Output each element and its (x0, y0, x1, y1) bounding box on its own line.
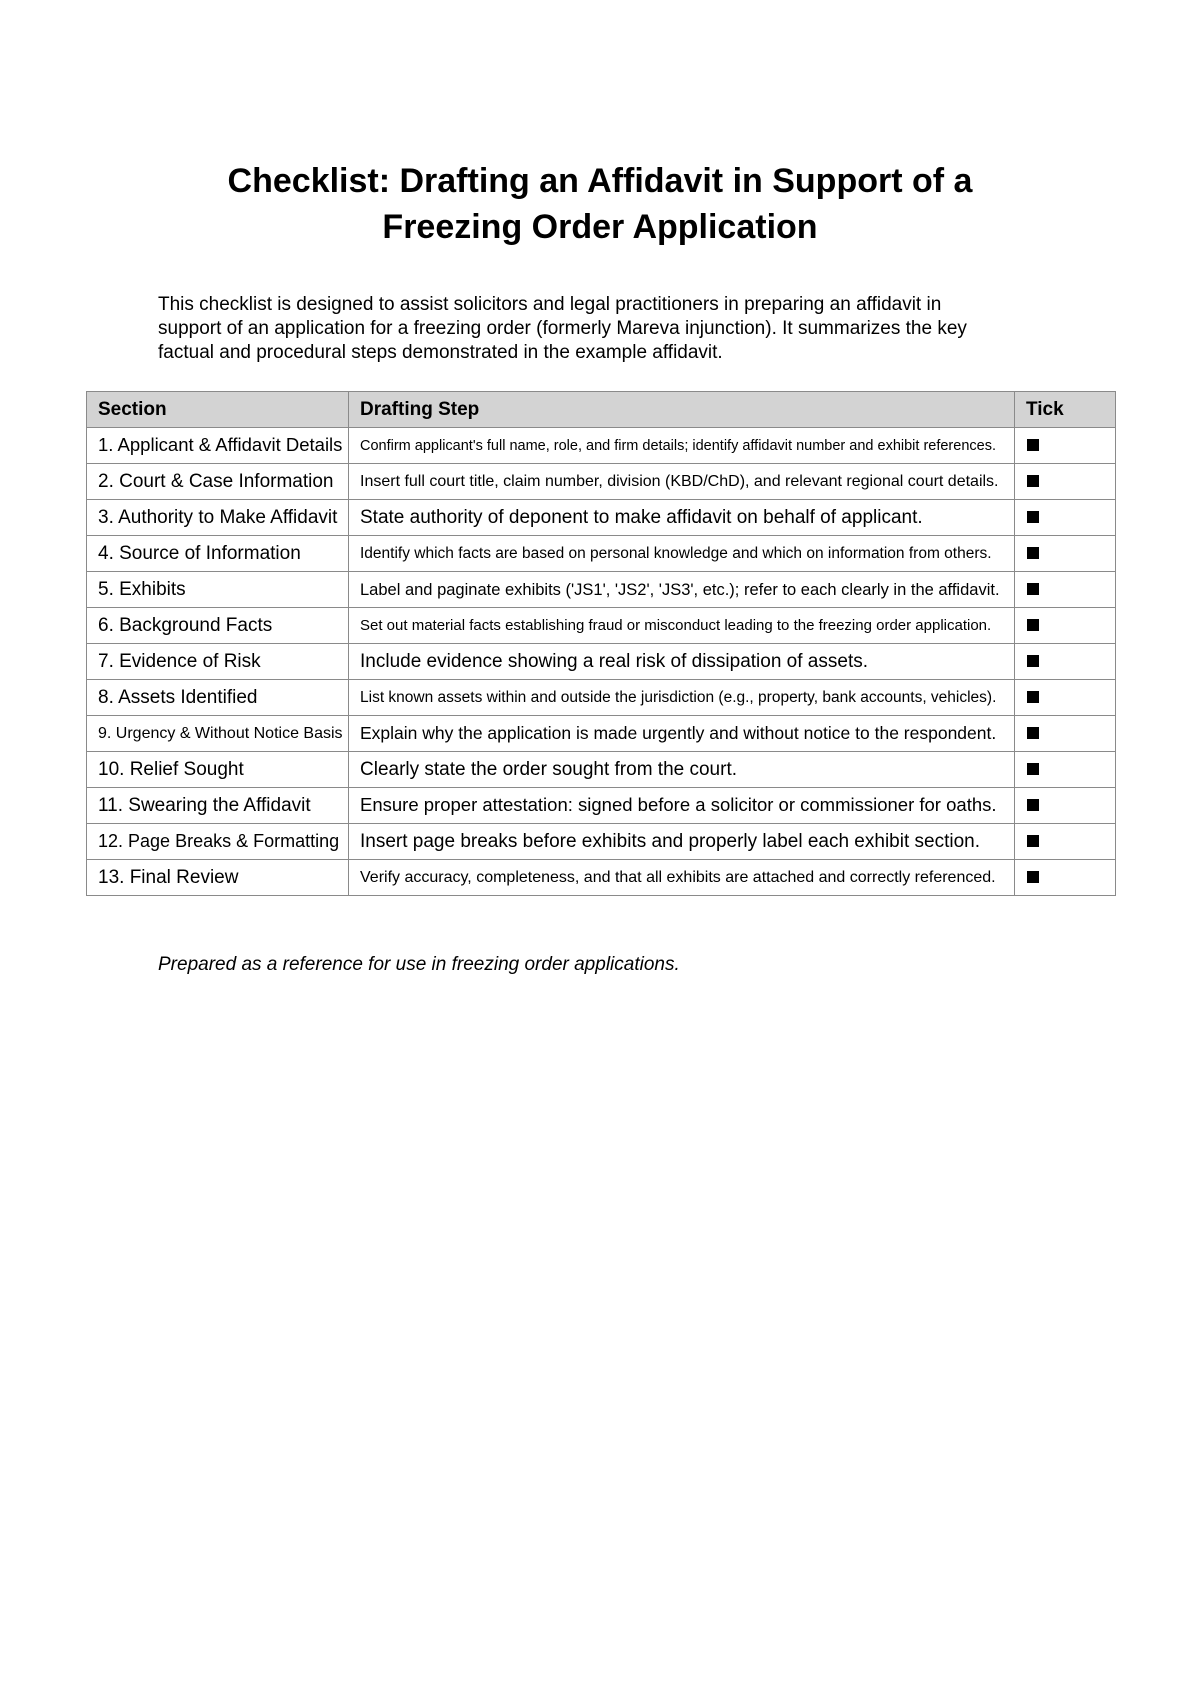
section-label: 3. Authority to Make Affidavit (98, 506, 338, 528)
drafting-step-text: List known assets within and outside the jurisdiction (e.g., property, bank accounts, vehicles). (360, 689, 997, 706)
drafting-step-cell (349, 788, 1015, 824)
drafting-step-cell (349, 716, 1015, 752)
drafting-step-text: Clearly state the order sought from the court. (360, 758, 738, 780)
checkbox-icon[interactable] (1027, 475, 1039, 487)
table-row (87, 860, 1116, 896)
table-row (87, 500, 1116, 536)
tick-cell (1015, 572, 1116, 608)
checkbox-icon[interactable] (1027, 547, 1039, 559)
drafting-step-text: Identify which facts are based on personal knowledge and which on information from others. (360, 545, 992, 562)
section-cell (87, 500, 349, 536)
drafting-step-cell (349, 608, 1015, 644)
drafting-step-cell (349, 752, 1015, 788)
checkbox-icon[interactable] (1027, 799, 1039, 811)
page-title (0, 158, 1200, 250)
tick-cell (1015, 716, 1116, 752)
checklist-table (86, 391, 1116, 896)
drafting-step-text: Set out material facts establishing fraud or misconduct leading to the freezing order application. (360, 617, 992, 634)
intro-line: This checklist is designed to assist solicitors and legal practitioners in preparing an affidavit in (158, 294, 942, 315)
section-cell (87, 572, 349, 608)
section-cell (87, 608, 349, 644)
section-cell (87, 428, 349, 464)
section-cell (87, 680, 349, 716)
drafting-step-text: Insert full court title, claim number, division (KBD/ChD), and relevant regional court details. (360, 473, 999, 490)
section-cell (87, 644, 349, 680)
drafting-step-text: Explain why the application is made urgently and without notice to the respondent. (360, 723, 997, 743)
tick-cell (1015, 644, 1116, 680)
drafting-step-text: State authority of deponent to make affidavit on behalf of applicant. (360, 506, 923, 528)
table-row (87, 788, 1116, 824)
drafting-step-cell (349, 500, 1015, 536)
checkbox-icon[interactable] (1027, 655, 1039, 667)
drafting-step-cell (349, 644, 1015, 680)
drafting-step-cell (349, 680, 1015, 716)
drafting-step-text: Insert page breaks before exhibits and properly label each exhibit section. (360, 830, 980, 852)
table-row (87, 572, 1116, 608)
section-label: 4. Source of Information (98, 542, 301, 564)
tick-cell (1015, 860, 1116, 896)
intro-line: support of an application for a freezing order (formerly Mareva injunction). It summarizes the key (158, 318, 967, 339)
table-row (87, 644, 1116, 680)
drafting-step-cell (349, 824, 1015, 860)
checkbox-icon[interactable] (1027, 727, 1039, 739)
checkbox-icon[interactable] (1027, 511, 1039, 523)
drafting-step-text: Label and paginate exhibits ('JS1', 'JS2', 'JS3', etc.); refer to each clearly in the affidavit. (360, 580, 1000, 599)
section-label: 10. Relief Sought (98, 758, 244, 780)
drafting-step-text: Include evidence showing a real risk of dissipation of assets. (360, 650, 868, 672)
table-row (87, 752, 1116, 788)
section-label: 12. Page Breaks & Formatting (98, 831, 340, 851)
section-label: 5. Exhibits (98, 578, 186, 600)
section-cell (87, 716, 349, 752)
section-cell (87, 824, 349, 860)
column-header-section: Section (87, 392, 349, 428)
section-cell (87, 860, 349, 896)
checkbox-icon[interactable] (1027, 439, 1039, 451)
checkbox-icon[interactable] (1027, 835, 1039, 847)
tick-cell (1015, 788, 1116, 824)
tick-cell (1015, 752, 1116, 788)
table-row (87, 608, 1116, 644)
page-title-line-2: Freezing Order Application (382, 208, 818, 246)
tick-cell (1015, 500, 1116, 536)
section-label: 13. Final Review (98, 866, 239, 888)
tick-cell (1015, 608, 1116, 644)
column-header-tick: Tick (1015, 392, 1116, 428)
section-label: 7. Evidence of Risk (98, 650, 261, 672)
intro-paragraph (158, 293, 1038, 365)
checkbox-icon[interactable] (1027, 619, 1039, 631)
checkbox-icon[interactable] (1027, 583, 1039, 595)
section-label: 9. Urgency & Without Notice Basis (98, 725, 343, 742)
section-label: 1. Applicant & Affidavit Details (98, 434, 343, 455)
section-label: 6. Background Facts (98, 614, 273, 636)
drafting-step-cell (349, 536, 1015, 572)
tick-cell (1015, 680, 1116, 716)
tick-cell (1015, 536, 1116, 572)
page-title-line-1: Checklist: Drafting an Affidavit in Support of a (227, 162, 973, 200)
tick-cell (1015, 428, 1116, 464)
column-header-drafting-step: Drafting Step (349, 392, 1015, 428)
drafting-step-cell (349, 860, 1015, 896)
checkbox-icon[interactable] (1027, 763, 1039, 775)
section-label: 2. Court & Case Information (98, 470, 334, 492)
section-cell (87, 752, 349, 788)
section-label: 8. Assets Identified (98, 686, 258, 708)
drafting-step-cell (349, 572, 1015, 608)
table-row (87, 716, 1116, 752)
drafting-step-text: Ensure proper attestation: signed before a solicitor or commissioner for oaths. (360, 794, 997, 815)
table-row (87, 824, 1116, 860)
section-cell (87, 536, 349, 572)
tick-cell (1015, 824, 1116, 860)
checkbox-icon[interactable] (1027, 871, 1039, 883)
section-label: 11. Swearing the Affidavit (98, 794, 311, 816)
drafting-step-cell (349, 428, 1015, 464)
table-row (87, 680, 1116, 716)
drafting-step-cell (349, 464, 1015, 500)
footer-note: Prepared as a reference for use in freezing order applications. (158, 954, 680, 975)
table-row (87, 536, 1116, 572)
intro-line: factual and procedural steps demonstrated in the example affidavit. (158, 342, 723, 363)
table-row (87, 428, 1116, 464)
table-header-row (87, 392, 1116, 428)
checklist-table-body (87, 428, 1116, 896)
section-cell (87, 788, 349, 824)
checkbox-icon[interactable] (1027, 691, 1039, 703)
tick-cell (1015, 464, 1116, 500)
table-row (87, 464, 1116, 500)
drafting-step-text: Confirm applicant's full name, role, and firm details; identify affidavit number and exhibit references. (360, 438, 996, 454)
drafting-step-text: Verify accuracy, completeness, and that all exhibits are attached and correctly referenced. (360, 869, 996, 886)
section-cell (87, 464, 349, 500)
